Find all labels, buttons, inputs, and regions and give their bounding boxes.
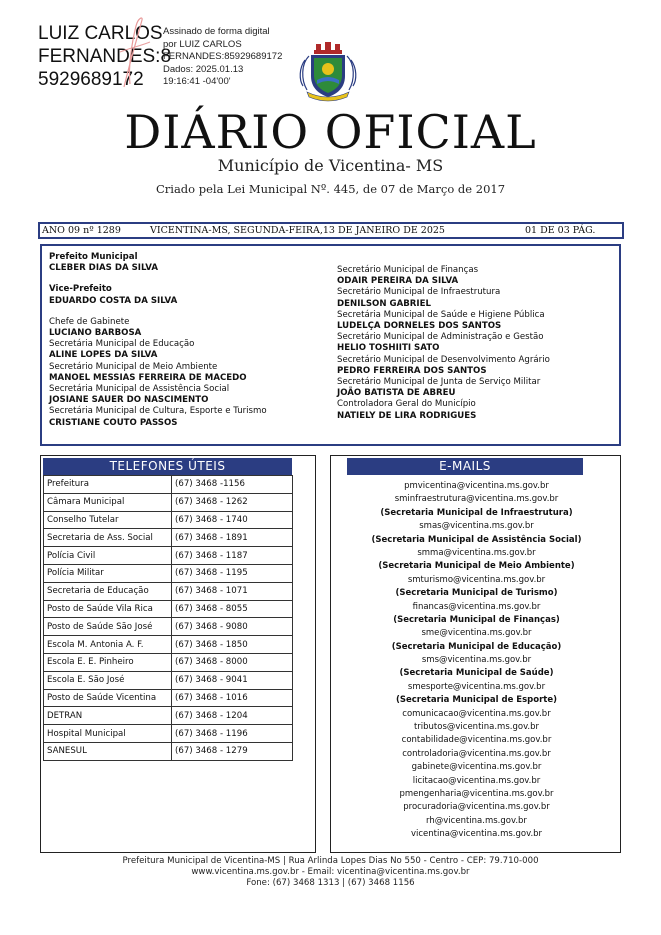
table-row [44,600,293,618]
phone-number: (67) 3468 - 1016 [172,689,293,707]
official-name: HELIO TOSHIITI SATO [337,343,440,354]
table-row [44,493,293,511]
email-address: rh@vicentina.ms.gov.br [426,815,527,826]
official-role: Secretário Municipal de Infraestrutura [337,287,501,298]
email-address: gabinete@vicentina.ms.gov.br [411,762,542,773]
phone-number: (67) 3468 - 1740 [172,511,293,529]
signature-detail-line: Dados: 2025.01.13 [163,63,244,75]
phone-number: (67) 3468 -1156 [172,476,293,494]
page-title: DIÁRIO OFICIAL [124,105,537,159]
email-department: (Secretaria Municipal de Saúde) [399,668,554,679]
email-address: smma@vicentina.ms.gov.br [417,547,536,558]
official-name: ALINE LOPES DA SILVA [49,350,158,361]
municipal-coat-of-arms-icon [299,42,357,102]
email-address: tributos@vicentina.ms.gov.br [413,722,540,733]
phone-entity: Escola E. E. Pinheiro [44,653,172,671]
phones-title: TELEFONES ÚTEIS [43,458,292,475]
email-department: (Secretaria Municipal de Turismo) [395,588,558,599]
signature-details [163,26,282,89]
table-row [44,636,293,654]
phone-entity: Escola M. Antonia A. F. [44,636,172,654]
phone-number: (67) 3468 - 9041 [172,671,293,689]
phone-number: (67) 3468 - 1071 [172,582,293,600]
signer-name-line: 5929689172 [38,69,144,90]
email-address: sms@vicentina.ms.gov.br [421,655,532,666]
table-row [44,742,293,760]
footer-address: Prefeitura Municipal de Vicentina-MS | Rua Arlinda Lopes Dias No 550 - Centro - CEP: 79.710-000 [122,856,539,866]
official-role: Prefeito Municipal [49,252,138,262]
official-name: ODAIR PEREIRA DA SILVA [337,276,459,287]
email-address: contabilidade@vicentina.ms.gov.br [401,735,552,746]
phone-entity: Secretaria de Ass. Social [44,529,172,547]
phone-entity: Escola E. São José [44,671,172,689]
phone-entity: Câmara Municipal [44,493,172,511]
officials-right-column [337,265,617,422]
phone-entity: Polícia Civil [44,547,172,565]
email-address: financas@vicentina.ms.gov.br [412,601,541,612]
official-name: MANOEL MESSIAS FERREIRA DE MACEDO [49,372,247,383]
creation-law: Criado pela Lei Municipal Nº. 445, de 07 de Março de 2017 [155,182,506,196]
phone-entity: Posto de Saúde São José [44,618,172,636]
signature-detail-line: Assinado de forma digital [163,26,270,37]
email-address: smturismo@vicentina.ms.gov.br [407,574,546,585]
official-name: CLEBER DIAS DA SILVA [49,263,159,274]
official-role: Secretária Municipal de Educação [49,339,195,350]
phone-entity: DETRAN [44,707,172,725]
official-role: Vice-Prefeito [49,284,112,295]
official-role: Chefe de Gabinete [49,316,130,327]
table-row [44,529,293,547]
email-department: (Secretaria Municipal de Educação) [391,641,562,652]
phones-table [43,475,293,761]
phone-number: (67) 3468 - 1187 [172,547,293,565]
phone-number: (67) 3468 - 1279 [172,742,293,760]
phone-entity: Prefeitura [44,476,172,494]
phones-box [40,455,316,853]
emails-title: E-MAILS [347,458,583,475]
official-name: EDUARDO COSTA DA SILVA [49,295,178,306]
phone-entity: Conselho Tutelar [44,511,172,529]
phone-number: (67) 3468 - 1262 [172,493,293,511]
email-address: smas@vicentina.ms.gov.br [419,521,534,532]
official-role: Secretária Municipal de Assistência Social [49,384,230,395]
official-name: LUCIANO BARBOSA [49,328,142,339]
email-address: procuradoria@vicentina.ms.gov.br [403,802,550,813]
phone-number: (67) 3468 - 1195 [172,564,293,582]
official-role: Secretário Municipal de Junta de Serviço Militar [337,377,541,388]
edition-number: ANO 09 nº 1289 [42,225,121,236]
phone-number: (67) 3468 - 1196 [172,725,293,743]
phone-entity: Secretaria de Educação [44,582,172,600]
phone-number: (67) 3468 - 1850 [172,636,293,654]
official-role: Secretário Municipal de Desenvolvimento Agrário [337,354,550,365]
email-address: pmengenharia@vicentina.ms.gov.br [399,788,554,799]
email-address: comunicacao@vicentina.ms.gov.br [402,708,551,719]
officials-left-column [49,252,339,429]
edition-date: VICENTINA-MS, SEGUNDA-FEIRA,13 DE JANEIRO DE 2025 [150,225,445,236]
edition-pages: 01 DE 03 PÁG. [525,225,596,236]
official-name: PEDRO FERREIRA DOS SANTOS [337,365,487,376]
official-name: JOSIANE SAUER DO NASCIMENTO [49,395,209,406]
phone-entity: Polícia Militar [44,564,172,582]
officials-box [40,244,621,446]
page-subtitle: Município de Vicentina- MS [217,156,444,175]
phone-number: (67) 3468 - 1204 [172,707,293,725]
email-address: controladoria@vicentina.ms.gov.br [402,748,551,759]
official-name: LUDELÇA DORNELES DOS SANTOS [337,321,502,332]
email-department: (Secretaria Municipal de Finanças) [393,614,560,625]
email-address: licitacao@vicentina.ms.gov.br [412,775,541,786]
email-department: (Secretaria Municipal de Infraestrutura) [380,507,573,518]
official-role: Controladora Geral do Município [337,399,476,410]
table-row [44,582,293,600]
email-department: (Secretaria Municipal de Assistência Social) [371,534,582,545]
page-footer [0,856,661,889]
phone-entity: Posto de Saúde Vila Rica [44,600,172,618]
email-address: pmvicentina@vicentina.ms.gov.br [404,481,549,491]
signature-scribble [116,12,156,92]
phone-entity: SANESUL [44,742,172,760]
signature-detail-line: 19:16:41 -04'00' [163,76,231,88]
phone-number: (67) 3468 - 8055 [172,600,293,618]
table-row [44,547,293,565]
phone-number: (67) 3468 - 1891 [172,529,293,547]
official-name: JOÃO BATISTA DE ABREU [337,388,456,399]
phone-entity: Hospital Municipal [44,725,172,743]
table-row [44,725,293,743]
emails-list [331,480,622,842]
official-name: NATIELY DE LIRA RODRIGUES [337,410,477,421]
table-row [44,564,293,582]
email-address: sminfraestrutura@vicentina.ms.gov.br [394,494,559,505]
table-row [44,707,293,725]
official-role: Secretário Municipal de Administração e Gestão [337,332,544,343]
phone-number: (67) 3468 - 9080 [172,618,293,636]
signer-name-line: FERNANDES:8 [38,46,172,67]
email-department: (Secretaria Municipal de Esporte) [396,695,557,706]
footer-phone: Fone: (67) 3468 1313 | (67) 3468 1156 [246,878,415,888]
phone-entity: Posto de Saúde Vicentina [44,689,172,707]
official-role: Secretária Municipal de Cultura, Esporte e Turismo [49,406,267,417]
official-role: Secretário Municipal de Meio Ambiente [49,361,218,372]
official-role: Secretário Municipal de Finanças [337,265,479,275]
emails-box [330,455,621,853]
email-address: sme@vicentina.ms.gov.br [421,628,532,639]
official-role: Secretária Municipal de Saúde e Higiene Pública [337,309,545,320]
footer-web: www.vicentina.ms.gov.br - Email: vicentina@vicentina.ms.gov.br [191,867,470,877]
official-name: DENILSON GABRIEL [337,298,431,309]
signature-detail-line: FERNANDES:85929689172 [163,51,283,63]
signer-name-line: LUIZ CARLOS [38,23,163,44]
table-row [44,653,293,671]
table-row [44,689,293,707]
email-department: (Secretaria Municipal de Meio Ambiente) [378,561,575,572]
table-row [44,476,293,494]
table-row [44,618,293,636]
official-name: CRISTIANE COUTO PASSOS [49,417,178,428]
edition-bar [38,222,624,239]
email-address: smesporte@vicentina.ms.gov.br [407,681,546,692]
table-row [44,671,293,689]
signature-detail-line: por LUIZ CARLOS [163,38,242,50]
phone-number: (67) 3468 - 8000 [172,653,293,671]
table-row [44,511,293,529]
email-address: vicentina@vicentina.ms.gov.br [410,829,543,840]
